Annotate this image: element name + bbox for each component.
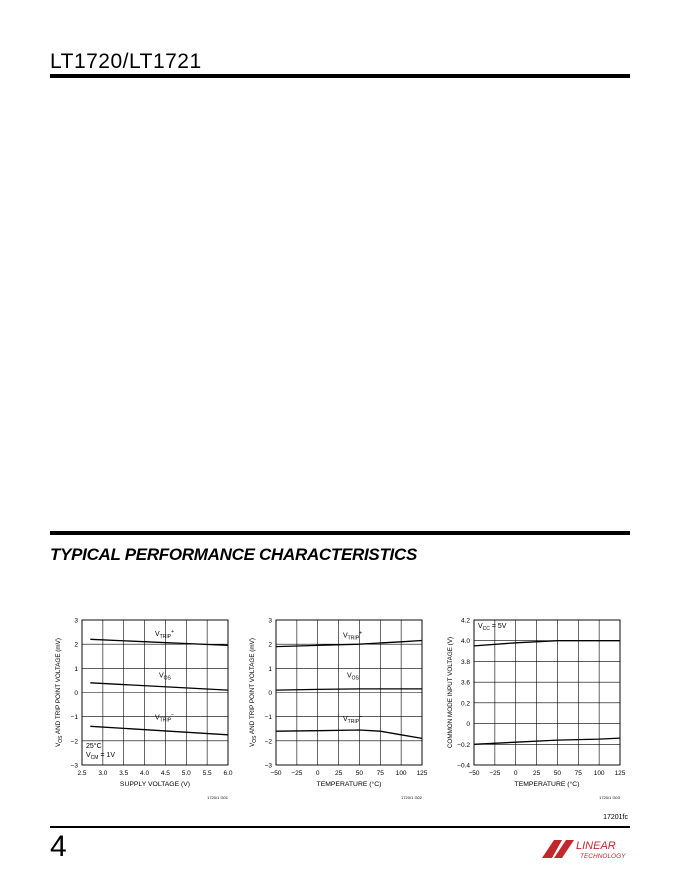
y-tick-label: 1	[74, 665, 78, 673]
series-line-1	[474, 641, 620, 646]
x-tick-label: 3.5	[119, 770, 129, 777]
x-tick-label: 50	[553, 770, 562, 777]
y-tick-label: −0.2	[457, 741, 470, 749]
series-label-2: $V_{OS}$	[159, 672, 171, 682]
y-tick-label: 3	[74, 617, 78, 625]
figure-id: 1720/1 G01	[207, 795, 228, 800]
series-line-1	[276, 641, 422, 647]
chart-svg-2	[234, 608, 434, 808]
series-line-3	[276, 730, 422, 738]
y-tick-label: 4.2	[460, 617, 470, 625]
chart-cm-vs-temperature	[432, 608, 632, 813]
annotation-vcc: $V_{CC} = 5V$	[478, 623, 507, 632]
y-tick-label: −2	[264, 738, 272, 746]
x-tick-label: −25	[291, 770, 303, 777]
x-axis-label: TEMPERATURE (°C)	[514, 781, 580, 788]
y-tick-label: 0.2	[460, 700, 470, 708]
section-rule	[50, 531, 630, 535]
x-tick-label: 100	[593, 770, 605, 777]
y-tick-label: −3	[264, 762, 272, 770]
x-tick-label: 75	[574, 770, 582, 777]
x-tick-label: 4.0	[140, 770, 150, 777]
y-tick-label: −1	[70, 714, 78, 722]
annotation-temp: 25°C	[86, 743, 102, 750]
figure-id: 1720/1 G03	[599, 795, 620, 800]
y-tick-label: 0	[74, 690, 78, 697]
x-tick-label: 5.0	[181, 770, 191, 777]
y-tick-label: −3	[70, 762, 78, 770]
x-axis-label: TEMPERATURE (°C)	[316, 781, 382, 788]
figure-id: 1720/1 G02	[401, 795, 422, 800]
x-tick-label: 5.5	[202, 770, 212, 777]
linear-technology-logo	[540, 836, 632, 867]
series-label-3: $V_{TRIP}^-$	[155, 712, 174, 724]
y-axis-label: $V_{OS}$ AND TRIP POINT VOLTAGE (mV)	[249, 638, 258, 747]
y-tick-label: 4.0	[460, 638, 470, 646]
header-rule	[50, 74, 630, 78]
y-tick-label: 0	[466, 721, 470, 729]
chart-svg-1	[40, 608, 240, 808]
series-label-3: $V_{TRIP}^-$	[343, 713, 362, 725]
footer-rule	[50, 826, 630, 828]
series-label-2: $V_{OS}$	[347, 672, 359, 682]
y-tick-label: 3	[268, 617, 272, 625]
x-tick-label: 50	[355, 770, 364, 777]
x-tick-label: 6.0	[223, 770, 233, 777]
series-label-1: $V_{TRIP}^+$	[155, 629, 174, 641]
y-tick-label: 2	[268, 641, 272, 649]
x-tick-label: 0	[513, 770, 518, 777]
x-tick-label: 75	[376, 770, 384, 777]
y-axis-label: $V_{OS}$ AND TRIP POINT VOLTAGE (mV)	[55, 638, 64, 747]
series-label-1: $V_{TRIP}^+$	[343, 630, 362, 642]
x-tick-label: 3.0	[98, 770, 108, 777]
x-tick-label: 25	[532, 770, 541, 777]
x-tick-label: −25	[489, 770, 501, 777]
x-tick-label: 2.5	[77, 770, 87, 777]
page-number: 4	[50, 830, 67, 863]
x-tick-label: 25	[334, 770, 343, 777]
logo-text-linear: LINEAR	[576, 840, 616, 852]
y-tick-label: 2	[74, 641, 78, 649]
chart-vos-vs-temperature	[234, 608, 434, 813]
y-tick-label: 3.6	[460, 679, 470, 687]
x-tick-label: 100	[395, 770, 407, 777]
x-tick-label: 125	[416, 770, 428, 777]
y-tick-label: 1	[268, 665, 272, 673]
x-tick-label: 125	[614, 770, 626, 777]
page-header-title: LT1720/LT1721	[50, 50, 202, 73]
lt-logo-mark-icon	[542, 840, 574, 858]
x-tick-label: 4.5	[160, 770, 170, 777]
x-axis-label: SUPPLY VOLTAGE (V)	[119, 781, 191, 788]
series-line-2	[276, 689, 422, 690]
chart-vos-vs-supply	[40, 608, 240, 813]
chart-svg-3	[432, 608, 632, 808]
y-tick-label: −0.4	[457, 762, 470, 770]
logo-text-technology: TECHNOLOGY	[580, 853, 626, 860]
section-title: TYPICAL PERFORMANCE CHARACTERISTICS	[50, 545, 417, 564]
y-tick-label: −1	[264, 714, 272, 722]
y-tick-label: 0	[268, 690, 272, 697]
y-tick-label: 3.8	[460, 658, 470, 666]
annotation-vcm: $V_{CM} = 1V$	[86, 752, 115, 761]
x-tick-label: −50	[468, 770, 480, 777]
y-axis-label: COMMON MODE INPUT VOLTAGE (V)	[447, 636, 454, 749]
x-tick-label: 0	[315, 770, 320, 777]
series-line-2	[474, 738, 620, 744]
document-code: 17201fc	[603, 814, 628, 821]
y-tick-label: −2	[70, 738, 78, 746]
x-tick-label: −50	[270, 770, 282, 777]
